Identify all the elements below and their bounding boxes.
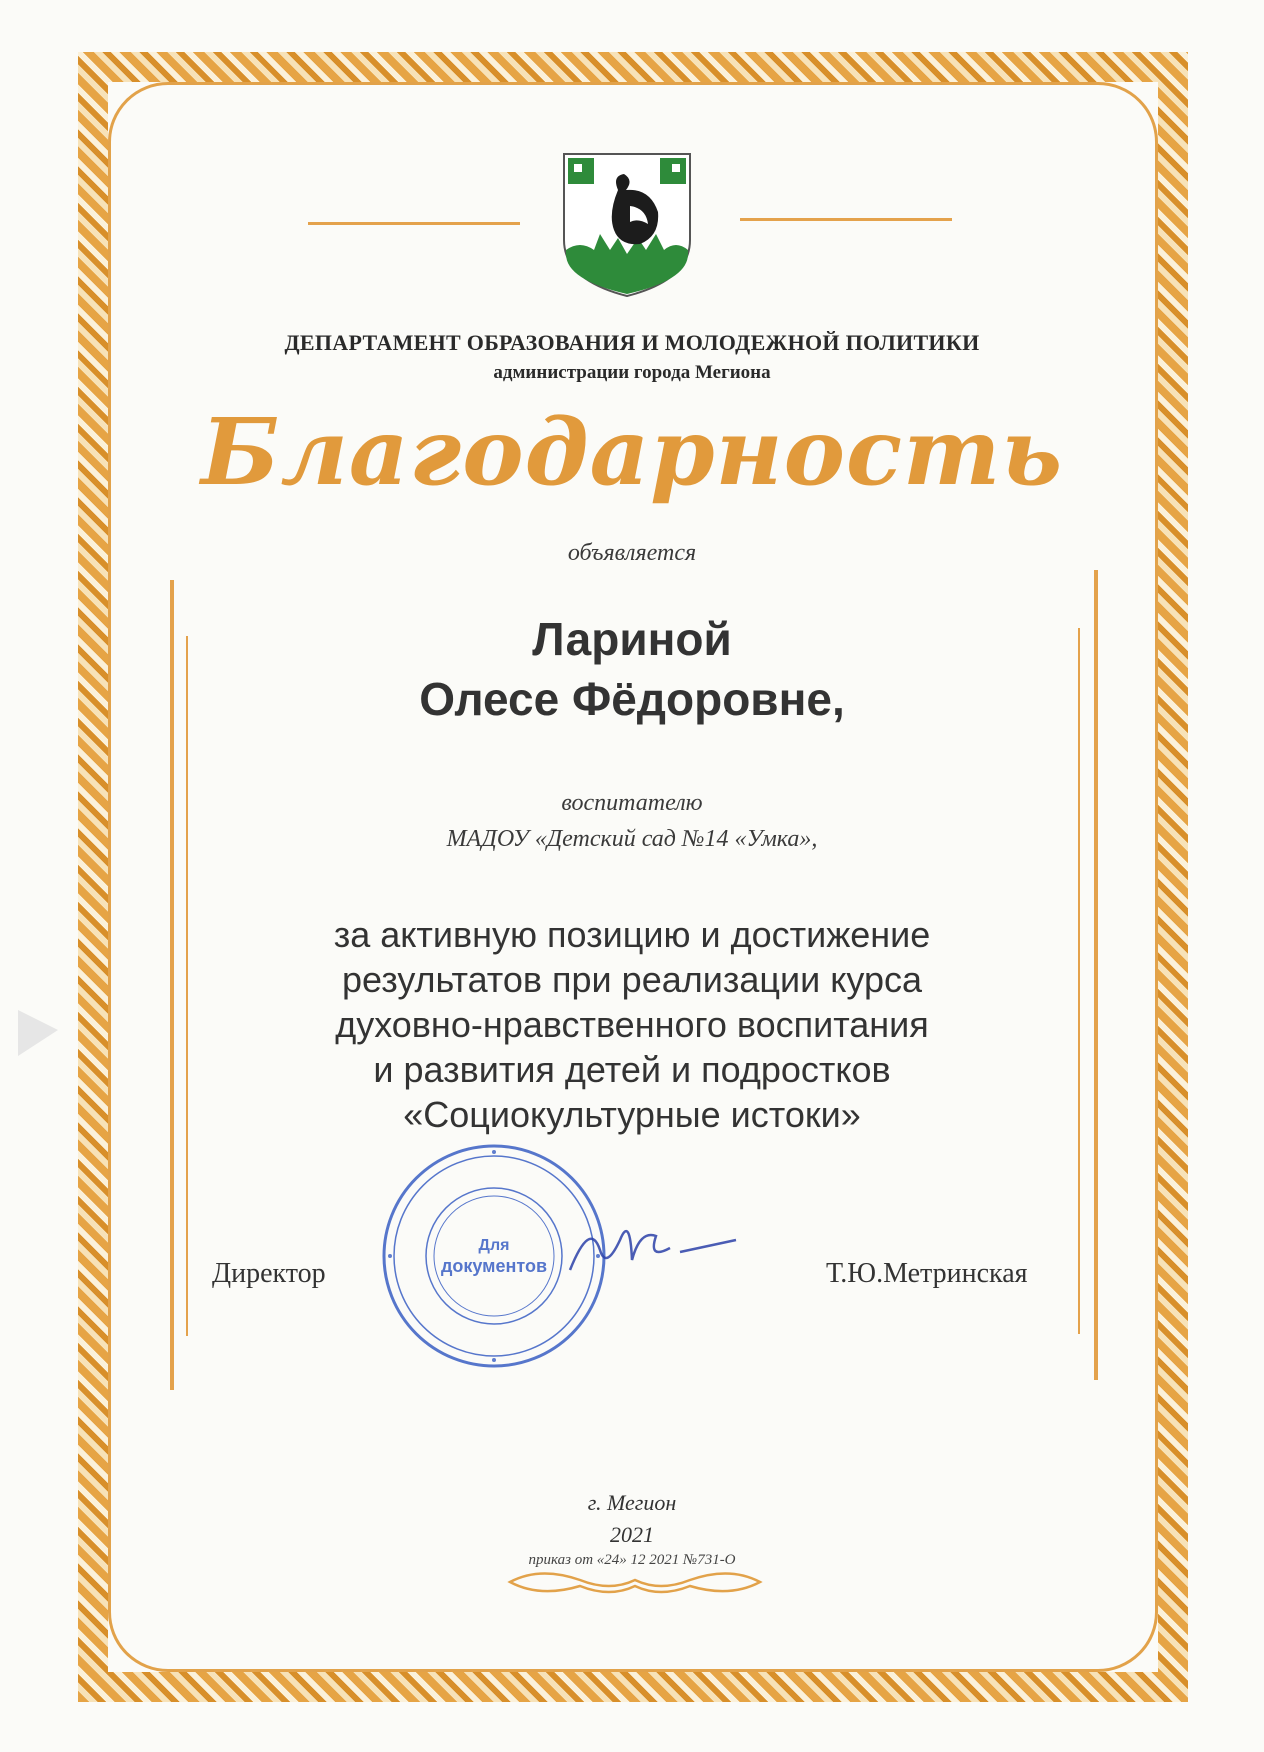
scan-artifact bbox=[16, 1008, 60, 1058]
bottom-flourish bbox=[500, 1562, 770, 1602]
stamp-text-1: Для bbox=[478, 1237, 510, 1254]
organization-subtitle: администрации города Мегиона bbox=[493, 362, 771, 383]
reason-line: духовно-нравственного воспитания bbox=[335, 1004, 929, 1045]
signer-name: Т.Ю.Метринская bbox=[826, 1258, 1028, 1289]
footer-city: г. Мегион bbox=[587, 1490, 677, 1515]
left-vertical-rule-thin bbox=[186, 636, 188, 1336]
signer-role: Директор bbox=[212, 1258, 326, 1289]
footer-year: 2021 bbox=[610, 1522, 654, 1547]
declared-text: объявляется bbox=[567, 540, 697, 566]
organization-title: ДЕПАРТАМЕНТ ОБРАЗОВАНИЯ И МОЛОДЕЖНОЙ ПОЛИТИКИ bbox=[284, 330, 980, 355]
top-left-rule bbox=[308, 222, 520, 225]
recipient-position: воспитателю bbox=[561, 790, 703, 816]
inner-frame bbox=[108, 82, 1158, 1672]
recipient-given-name: Олесе Фёдоровне, bbox=[419, 673, 845, 725]
recipient-surname: Лариной bbox=[532, 613, 732, 665]
recipient-institution: МАДОУ «Детский сад №14 «Умка», bbox=[446, 826, 818, 852]
reason-line: «Социокультурные истоки» bbox=[403, 1094, 861, 1135]
certificate-heading: Благодарность bbox=[200, 398, 1064, 506]
right-vertical-rule-thin bbox=[1078, 628, 1080, 1334]
reason-text bbox=[230, 912, 1034, 1137]
city-coat-of-arms bbox=[560, 150, 694, 300]
handwritten-signature bbox=[560, 1200, 740, 1290]
reason-line: за активную позицию и достижение bbox=[333, 914, 931, 955]
top-right-rule bbox=[740, 218, 952, 221]
stamp-text-2: документов bbox=[440, 1256, 548, 1276]
footer-order: приказ от «24» 12 2021 №731-О bbox=[528, 1552, 736, 1568]
reason-line: и развития детей и подростков bbox=[373, 1049, 891, 1090]
reason-line: результатов при реализации курса bbox=[341, 959, 923, 1000]
